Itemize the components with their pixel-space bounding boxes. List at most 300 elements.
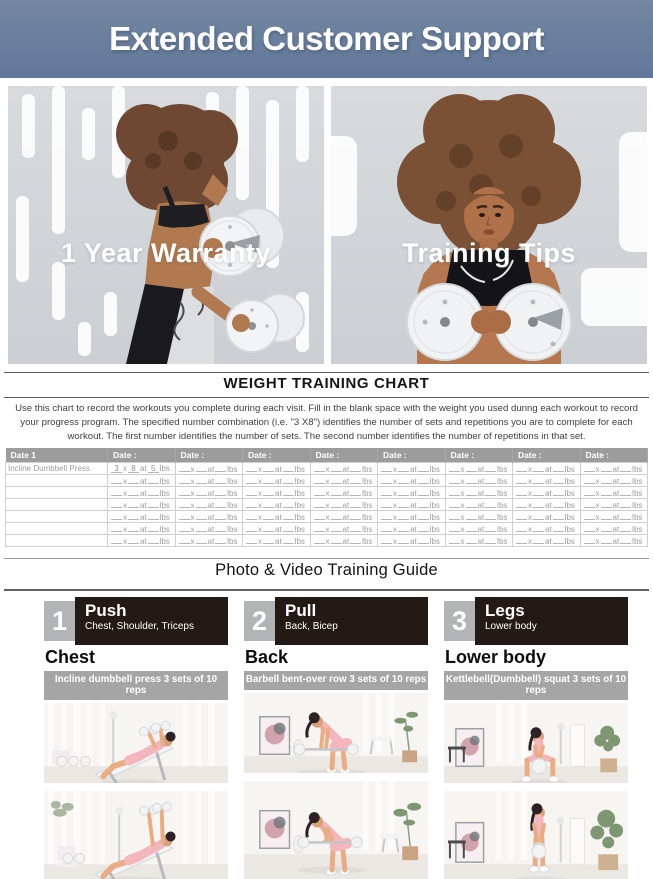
log-unit-label: x	[595, 513, 600, 522]
log-unit-label: at	[275, 537, 282, 546]
log-blank	[350, 523, 361, 532]
log-unit-label: lbs	[227, 525, 238, 534]
log-unit-label: lbs	[564, 489, 575, 498]
log-unit-label: x	[393, 513, 397, 522]
date-column-header: Date :	[108, 448, 176, 463]
log-unit-label: at	[477, 465, 485, 474]
log-unit-label: at	[275, 525, 282, 534]
log-cell	[108, 535, 176, 547]
log-cell	[310, 475, 378, 487]
log-unit-label: at	[342, 489, 350, 498]
log-blank	[263, 523, 274, 532]
log-unit-label: x	[460, 477, 465, 486]
log-blank	[398, 487, 409, 496]
training-tips-label: Training Tips	[401, 238, 577, 268]
section-badge	[244, 597, 428, 645]
log-unit-label: x	[325, 513, 330, 522]
log-unit-label: x	[595, 501, 600, 510]
log-blank	[179, 475, 190, 484]
log-unit-label: at	[410, 489, 417, 498]
log-blank	[215, 499, 226, 508]
log-blank	[449, 463, 460, 472]
log-cell	[378, 511, 446, 523]
log-blank	[331, 523, 342, 532]
log-blank	[449, 499, 460, 508]
log-cell	[580, 523, 648, 535]
log-blank	[314, 523, 325, 532]
log-unit-label: lbs	[632, 489, 643, 498]
log-unit-label: at	[140, 513, 147, 522]
log-unit-label: at	[207, 489, 215, 498]
log-unit-label: lbs	[159, 525, 170, 534]
log-unit-label: at	[275, 501, 282, 510]
person-figure	[397, 94, 581, 364]
log-blank	[246, 487, 257, 496]
log-blank	[148, 487, 159, 496]
log-cell	[378, 523, 446, 535]
log-blank	[466, 535, 477, 544]
exercise-cell	[6, 535, 108, 547]
log-blank	[418, 499, 429, 508]
muscle-heading: Chest	[45, 647, 96, 667]
log-unit-label: x	[460, 525, 465, 534]
log-unit-label: at	[477, 525, 485, 534]
log-unit-label: at	[477, 537, 485, 546]
log-unit-label: x	[258, 513, 262, 522]
log-unit-label: at	[612, 465, 620, 474]
section-title-box	[475, 597, 628, 645]
log-cell	[378, 499, 446, 511]
log-cell	[175, 511, 243, 523]
log-unit-label: x	[595, 489, 600, 498]
log-unit-label: x	[190, 513, 195, 522]
guide-title: Photo & Video Training Guide	[215, 561, 438, 579]
log-cell	[513, 523, 581, 535]
log-unit-label: at	[612, 489, 620, 498]
log-unit-label: lbs	[227, 489, 238, 498]
log-blank	[196, 499, 207, 508]
log-blank	[314, 487, 325, 496]
log-unit-label: x	[460, 489, 465, 498]
page-title: Extended Customer Support	[109, 20, 544, 57]
log-cell	[580, 475, 648, 487]
log-unit-label: at	[275, 477, 282, 486]
log-blank	[553, 535, 564, 544]
log-blank	[215, 523, 226, 532]
log-blank	[381, 499, 392, 508]
log-blank	[331, 475, 342, 484]
log-unit-label: x	[393, 537, 397, 546]
log-blank	[111, 487, 122, 496]
log-unit-label: lbs	[294, 477, 305, 486]
log-unit-label: lbs	[294, 525, 305, 534]
log-unit-label: lbs	[497, 501, 508, 510]
log-cell	[108, 511, 176, 523]
log-blank	[601, 535, 612, 544]
log-blank	[128, 523, 139, 532]
log-blank	[350, 475, 361, 484]
log-unit-label: x	[460, 513, 465, 522]
log-blank	[584, 511, 595, 520]
log-unit-label: at	[545, 477, 552, 486]
log-blank	[584, 487, 595, 496]
log-unit-label: x	[123, 489, 127, 498]
log-unit-label: lbs	[362, 465, 373, 474]
date-column-header: Date :	[378, 448, 446, 463]
log-cell	[175, 487, 243, 499]
log-blank	[553, 499, 564, 508]
log-cell	[513, 535, 581, 547]
log-unit-label: x	[325, 525, 330, 534]
log-unit-label: lbs	[564, 465, 575, 474]
log-unit-label: lbs	[429, 513, 440, 522]
log-unit-label: at	[410, 501, 417, 510]
log-unit-label: x	[528, 465, 532, 474]
log-blank	[418, 523, 429, 532]
log-cell	[310, 535, 378, 547]
divider	[4, 397, 649, 398]
log-blank	[516, 475, 527, 484]
section-number: 2	[244, 601, 275, 641]
log-cell	[175, 535, 243, 547]
log-unit-label: x	[123, 513, 127, 522]
log-unit-label: lbs	[497, 465, 508, 474]
log-unit-label: at	[140, 464, 147, 473]
log-blank	[533, 499, 544, 508]
log-unit-label: lbs	[294, 537, 305, 546]
log-blank	[449, 523, 460, 532]
log-unit-label: lbs	[497, 477, 508, 486]
log-blank	[111, 499, 122, 508]
squat-photo-down	[444, 703, 628, 783]
woman-bicep-curl-illustration	[8, 86, 324, 364]
log-cell	[580, 499, 648, 511]
log-blank	[620, 511, 631, 520]
log-cell	[580, 511, 648, 523]
guide-section-pull	[244, 597, 428, 879]
log-blank	[196, 535, 207, 544]
log-unit-label: lbs	[159, 489, 170, 498]
log-blank	[466, 475, 477, 484]
section-badge	[44, 597, 228, 645]
log-blank	[418, 487, 429, 496]
log-blank	[215, 487, 226, 496]
log-blank	[601, 511, 612, 520]
log-unit-label: x	[393, 477, 397, 486]
log-unit-label: lbs	[632, 501, 643, 510]
log-unit-label: lbs	[227, 501, 238, 510]
log-blank	[196, 475, 207, 484]
log-unit-label: x	[325, 537, 330, 546]
log-blank	[601, 499, 612, 508]
log-blank	[398, 499, 409, 508]
log-cell	[175, 475, 243, 487]
bent-row-photo-start	[244, 693, 428, 773]
divider	[4, 372, 649, 373]
log-blank	[398, 523, 409, 532]
log-unit-label: x	[528, 513, 532, 522]
log-unit-label: lbs	[429, 477, 440, 486]
log-unit-label: lbs	[564, 525, 575, 534]
log-unit-label: at	[140, 501, 147, 510]
log-unit-label: x	[393, 501, 397, 510]
log-unit-label: x	[258, 537, 262, 546]
log-blank	[449, 511, 460, 520]
log-blank	[283, 487, 294, 496]
log-blank	[466, 523, 477, 532]
log-unit-label: at	[207, 477, 215, 486]
log-unit-label: at	[477, 501, 485, 510]
log-unit-label: at	[140, 477, 147, 486]
log-blank	[350, 535, 361, 544]
log-unit-label: x	[460, 465, 465, 474]
log-unit-label: x	[325, 477, 330, 486]
log-blank	[179, 523, 190, 532]
log-unit-label: at	[207, 537, 215, 546]
log-unit-label: lbs	[497, 513, 508, 522]
log-unit-label: lbs	[497, 489, 508, 498]
log-blank	[179, 499, 190, 508]
log-unit-label: x	[393, 465, 397, 474]
log-unit-label: lbs	[294, 465, 305, 474]
log-unit-label: lbs	[564, 501, 575, 510]
log-unit-label: at	[612, 525, 620, 534]
section-number: 3	[444, 601, 475, 641]
exercise-cell: Incline Dumbbell Press	[6, 463, 108, 475]
log-blank	[584, 499, 595, 508]
log-cell	[513, 487, 581, 499]
log-blank	[553, 511, 564, 520]
section-title: Push	[85, 601, 127, 620]
log-unit-label: at	[477, 477, 485, 486]
log-cell	[378, 463, 446, 475]
log-unit-label: at	[342, 513, 350, 522]
log-unit-label: at	[545, 489, 552, 498]
log-blank	[148, 523, 159, 532]
log-blank	[179, 511, 190, 520]
log-blank	[381, 511, 392, 520]
log-blank: 8	[128, 464, 139, 473]
log-unit-label: at	[207, 501, 215, 510]
log-blank	[398, 475, 409, 484]
log-unit-label: lbs	[227, 477, 238, 486]
log-blank	[381, 487, 392, 496]
log-blank	[128, 475, 139, 484]
log-unit-label: at	[410, 465, 417, 474]
warranty-label: 1 Year Warranty	[60, 238, 272, 268]
date-column-header: Date :	[243, 448, 311, 463]
log-blank	[215, 475, 226, 484]
sports-bra	[158, 204, 209, 228]
log-cell	[580, 463, 648, 475]
log-unit-label: lbs	[429, 525, 440, 534]
section-subtitle: Lower body	[485, 620, 537, 632]
log-blank	[601, 487, 612, 496]
log-blank	[196, 523, 207, 532]
log-cell	[243, 523, 311, 535]
log-blank	[620, 487, 631, 496]
log-blank	[331, 535, 342, 544]
section-number: 1	[44, 601, 75, 641]
log-blank	[381, 475, 392, 484]
section-badge	[444, 597, 628, 645]
log-blank	[314, 475, 325, 484]
log-unit-label: x	[595, 537, 600, 546]
log-unit-label: lbs	[159, 501, 170, 510]
log-unit-label: lbs	[159, 513, 170, 522]
log-unit-label: at	[477, 489, 485, 498]
log-blank	[485, 523, 496, 532]
bent-row-photo-top	[244, 781, 428, 879]
log-blank	[584, 535, 595, 544]
log-cell	[580, 535, 648, 547]
log-unit-label: lbs	[429, 537, 440, 546]
log-unit-label: at	[275, 513, 282, 522]
log-blank: 5	[148, 464, 159, 473]
exercise-cell	[6, 511, 108, 523]
date-column-header: Date :	[513, 448, 581, 463]
log-unit-label: x	[393, 525, 397, 534]
log-cell	[445, 487, 513, 499]
log-unit-label: lbs	[497, 525, 508, 534]
log-cell	[243, 511, 311, 523]
log-unit-label: x	[190, 465, 195, 474]
date-column-header: Date :	[310, 448, 378, 463]
log-unit-label: at	[545, 501, 552, 510]
log-cell	[310, 523, 378, 535]
log-blank	[620, 535, 631, 544]
log-blank	[179, 463, 190, 472]
log-cell	[513, 511, 581, 523]
log-unit-label: lbs	[294, 501, 305, 510]
log-cell	[378, 475, 446, 487]
log-blank	[485, 475, 496, 484]
log-blank	[263, 463, 274, 472]
chart-description: Use this chart to record the workouts you complete during each visit. Fill in the blank space with the weight you used during each workout to record your progress program. The specified number combination (i.e. "3 X8") identifies the number of sets and repetitions you are to complete for each workout. The first number identifies the number of sets. The second number identifies the number of repetitions in that set.	[15, 403, 638, 443]
log-blank	[215, 511, 226, 520]
kettlebell	[532, 844, 546, 859]
log-blank	[601, 523, 612, 532]
log-unit-label: x	[123, 537, 127, 546]
log-blank	[179, 535, 190, 544]
log-unit-label: at	[342, 537, 350, 546]
log-blank	[620, 475, 631, 484]
log-blank	[533, 511, 544, 520]
log-blank	[128, 535, 139, 544]
log-cell	[310, 499, 378, 511]
log-blank	[485, 463, 496, 472]
log-unit-label: at	[410, 513, 417, 522]
exercise-cell	[6, 475, 108, 487]
guide-section-push	[44, 597, 228, 879]
log-blank	[314, 499, 325, 508]
log-unit-label: x	[258, 525, 262, 534]
log-unit-label: at	[545, 513, 552, 522]
log-blank	[148, 511, 159, 520]
training-table	[5, 448, 648, 547]
log-blank	[148, 475, 159, 484]
log-blank	[516, 499, 527, 508]
log-unit-label: x	[528, 537, 532, 546]
squat-photo-stand	[444, 791, 628, 879]
log-unit-label: at	[410, 525, 417, 534]
log-unit-label: at	[207, 513, 215, 522]
log-cell	[445, 463, 513, 475]
exercise-column-header: Date 1	[6, 448, 108, 463]
log-unit-label: lbs	[632, 477, 643, 486]
log-cell	[108, 463, 176, 475]
log-unit-label: at	[140, 489, 147, 498]
log-cell	[243, 499, 311, 511]
log-blank	[246, 475, 257, 484]
log-blank	[283, 511, 294, 520]
header-banner	[0, 0, 653, 78]
log-blank	[584, 523, 595, 532]
log-blank	[196, 487, 207, 496]
log-unit-label: x	[190, 477, 195, 486]
log-blank	[111, 475, 122, 484]
log-cell	[445, 499, 513, 511]
log-blank	[466, 463, 477, 472]
log-blank	[418, 475, 429, 484]
log-blank	[314, 463, 325, 472]
log-cell	[310, 487, 378, 499]
log-cell	[513, 499, 581, 511]
kettlebell	[532, 759, 547, 774]
log-blank	[553, 523, 564, 532]
log-blank	[485, 499, 496, 508]
log-unit-label: x	[528, 501, 532, 510]
warranty-photo	[8, 86, 324, 364]
log-blank	[398, 535, 409, 544]
date-column-header: Date :	[175, 448, 243, 463]
log-blank	[111, 511, 122, 520]
log-cell	[445, 511, 513, 523]
log-blank	[246, 523, 257, 532]
log-unit-label: x	[528, 525, 532, 534]
log-cell	[445, 535, 513, 547]
log-unit-label: x	[123, 464, 127, 473]
log-blank	[283, 475, 294, 484]
log-cell	[243, 487, 311, 499]
log-unit-label: lbs	[227, 465, 238, 474]
log-unit-label: at	[342, 501, 350, 510]
log-unit-label: at	[275, 465, 282, 474]
log-unit-label: lbs	[159, 464, 170, 473]
log-blank	[533, 523, 544, 532]
log-blank	[620, 499, 631, 508]
log-unit-label: lbs	[294, 513, 305, 522]
log-blank	[418, 511, 429, 520]
log-unit-label: at	[207, 465, 215, 474]
exercise-caption: Barbell bent-over row 3 sets of 10 reps	[244, 671, 428, 690]
training-tips-photo	[331, 86, 647, 364]
log-unit-label: at	[410, 537, 417, 546]
log-cell	[445, 475, 513, 487]
log-blank	[449, 487, 460, 496]
log-cell	[580, 487, 648, 499]
log-unit-label: at	[612, 513, 620, 522]
log-blank	[331, 487, 342, 496]
log-blank	[418, 535, 429, 544]
log-blank	[449, 535, 460, 544]
log-blank	[350, 499, 361, 508]
log-cell	[108, 475, 176, 487]
log-blank	[196, 511, 207, 520]
log-blank	[283, 463, 294, 472]
log-unit-label: lbs	[564, 477, 575, 486]
log-blank	[263, 511, 274, 520]
